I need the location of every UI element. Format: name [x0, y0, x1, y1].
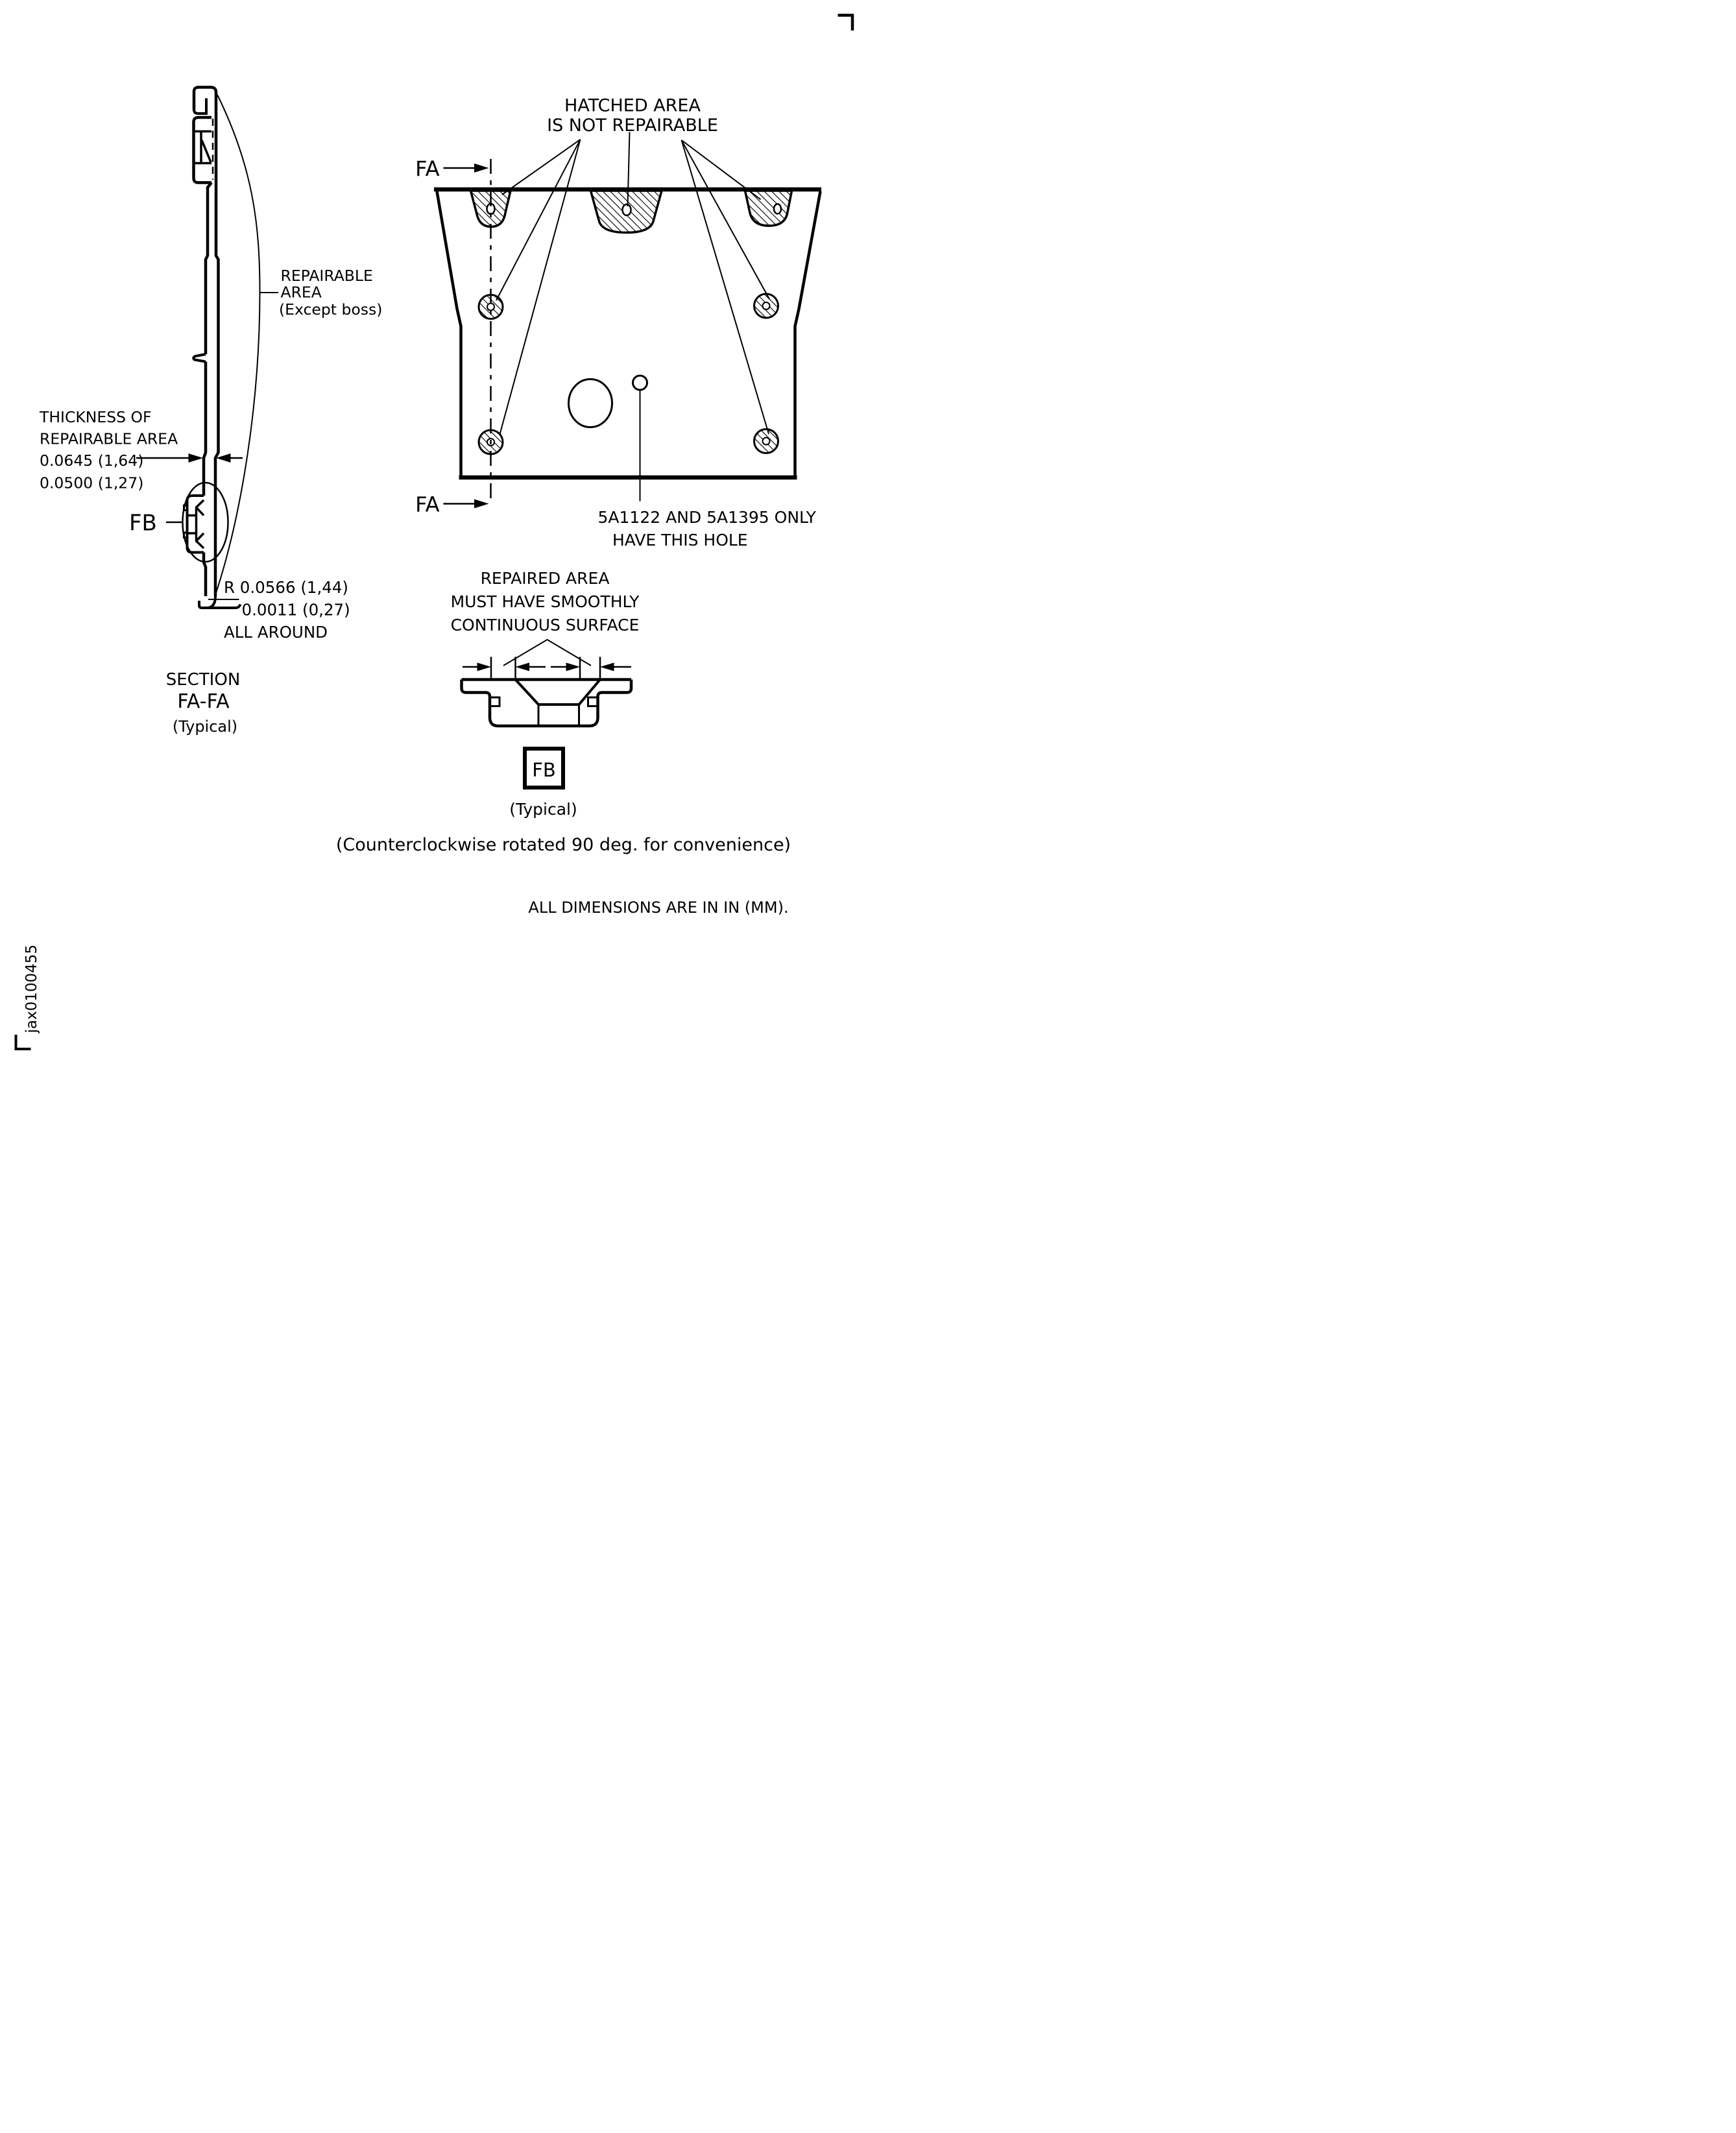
svg-text:AREA: AREA [280, 283, 322, 302]
svg-text:0.0645 (1,64): 0.0645 (1,64) [40, 452, 144, 470]
svg-text:HAVE THIS HOLE: HAVE THIS HOLE [612, 531, 748, 549]
fb-label: FB [129, 510, 157, 536]
detail-typical-label: (Typical) [509, 800, 577, 819]
panel-view [415, 96, 821, 550]
page-corner-mark-top-right [838, 16, 853, 31]
small-hole [633, 376, 647, 390]
svg-text:(Except boss): (Except boss) [279, 300, 383, 319]
svg-text:MUST HAVE SMOOTHLY: MUST HAVE SMOOTHLY [450, 592, 640, 611]
fa-label-bottom [415, 492, 488, 517]
detail-dimension-row [463, 657, 631, 681]
svg-text:R 0.0566 (1,44): R 0.0566 (1,44) [224, 578, 348, 597]
radius-label [224, 578, 350, 642]
svg-text:0.0011 (0,27): 0.0011 (0,27) [241, 600, 350, 620]
svg-text:REPAIRED AREA: REPAIRED AREA [480, 569, 610, 588]
repairable-area-label [279, 267, 382, 319]
svg-text:FA-FA: FA-FA [177, 690, 230, 713]
repairable-area-brace [215, 95, 260, 597]
fb-detail-ellipse [183, 483, 228, 562]
thickness-dimension [136, 453, 243, 463]
svg-text:FA: FA [415, 156, 440, 181]
hatched-boss-holes [479, 294, 778, 454]
svg-text:REPAIRABLE AREA: REPAIRABLE AREA [40, 429, 178, 448]
repaired-area-note [451, 569, 640, 634]
hole-note [598, 508, 817, 549]
thickness-label [39, 408, 178, 492]
section-caption [166, 670, 241, 736]
large-hole [569, 380, 612, 428]
svg-text:0.0500 (1,27): 0.0500 (1,27) [40, 474, 144, 492]
svg-text:IS NOT REPAIRABLE: IS NOT REPAIRABLE [547, 115, 718, 136]
svg-text:HATCHED AREA: HATCHED AREA [564, 95, 701, 116]
leader-lines [496, 132, 769, 436]
units-note: ALL DIMENSIONS ARE IN IN (MM). [528, 898, 789, 917]
fa-label-top [415, 156, 488, 181]
hatched-notch-right [745, 191, 792, 226]
hatched-area-note [547, 96, 718, 136]
figure-code: jax0100455 [23, 944, 40, 1033]
fb-box-label: FB [532, 759, 556, 781]
svg-text:THICKNESS OF: THICKNESS OF [40, 408, 152, 426]
svg-text:SECTION: SECTION [165, 670, 241, 690]
rotation-note: (Counterclockwise rotated 90 deg. for convenience) [335, 835, 791, 855]
svg-text:CONTINUOUS SURFACE: CONTINUOUS SURFACE [450, 616, 640, 634]
svg-text:REPAIRABLE: REPAIRABLE [280, 267, 373, 285]
svg-text:5A1122 AND 5A1395 ONLY: 5A1122 AND 5A1395 ONLY [597, 508, 816, 527]
engineering-drawing-canvas [0, 0, 868, 1066]
svg-text:FA: FA [415, 492, 440, 517]
boss-profile [462, 680, 632, 727]
fb-detail-view [451, 569, 640, 819]
section-view [39, 88, 382, 736]
svg-text:ALL AROUND: ALL AROUND [224, 623, 328, 642]
svg-text:(Typical): (Typical) [172, 717, 238, 736]
page-corner-mark-bottom-left [16, 1035, 31, 1049]
